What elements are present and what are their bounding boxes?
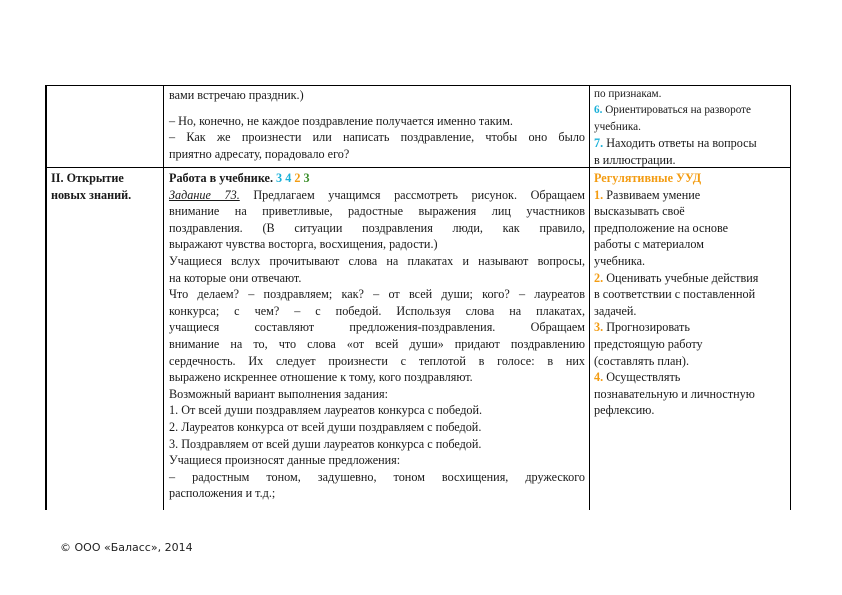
text-line: выражают чувства восторга, восхищения, радости.) <box>169 237 438 252</box>
list-item <box>594 187 788 204</box>
copyright-footer: © ООО «Баласс», 2014 <box>60 541 193 554</box>
text-line: в соответствии с поставленной <box>594 287 756 302</box>
text-line: расположения и т.д.; <box>169 486 276 501</box>
text-line: вами встречаю праздник.) <box>169 88 304 102</box>
text-line: 3. Поздравляем от всей души лауреатов конкурса с победой. <box>169 436 482 451</box>
item-text: Находить ответы на вопросы <box>603 136 757 151</box>
text-line: поздравления. (В ситуации поздравления люди, как правило, <box>169 220 585 235</box>
task-label: Задание 73. <box>169 187 240 202</box>
text-line: 1. От всей души поздравляем лауреатов конкурса с победой. <box>169 403 483 418</box>
text-run: Предлагаем учащимся рассмотреть рисунок. Обращаем <box>239 187 586 202</box>
row2-right-cell <box>594 170 788 419</box>
text-line: учебника. <box>594 120 641 133</box>
text-line: 2. Лауреатов конкурса от всей души поздравляем с победой. <box>169 419 482 434</box>
level-number: 3 <box>303 171 310 185</box>
text-line: Учащиеся вслух прочитывают слова на плакатах и называют вопросы, <box>169 253 585 268</box>
list-item <box>594 319 788 336</box>
row2-middle-cell <box>169 170 585 502</box>
uud-title: Регулятивные УУД <box>594 171 702 185</box>
item-text: Оценивать учебные действия <box>603 270 759 285</box>
level-number: 2 <box>294 171 301 185</box>
col-divider-1 <box>163 85 164 510</box>
text-line: приятно адресату, порадовало его? <box>169 146 350 161</box>
col-divider-2 <box>589 85 590 510</box>
text-line <box>169 187 585 204</box>
text-line: конкурса; с чем? – с победой. Используя слова на плакатах, <box>169 303 585 318</box>
stage-title: II. Открытие <box>51 171 124 185</box>
text-line: Учащиеся произносят данные предложения: <box>169 453 401 468</box>
list-item <box>594 369 788 386</box>
row1-middle-cell <box>169 87 585 162</box>
text-line: рефлексию. <box>594 403 655 418</box>
level-number: 3 <box>276 171 283 185</box>
text-line: на которые они отвечают. <box>169 270 302 285</box>
text-line: (составлять план). <box>594 353 690 368</box>
work-title: Работа в учебнике. <box>169 171 273 185</box>
work-heading <box>169 170 585 187</box>
text-line: предположение на основе <box>594 220 729 235</box>
item-number: 3. <box>594 320 604 335</box>
item-text: Ориентироваться на развороте <box>602 104 751 117</box>
text-line: задачей. <box>594 303 637 318</box>
item-text: Осуществлять <box>603 370 681 385</box>
item-number: 2. <box>594 270 604 285</box>
item-number: 4. <box>594 370 604 385</box>
text-line: по признакам. <box>594 88 662 100</box>
text-line: – радостным тоном, задушевно, тоном восхищения, дружеского <box>169 469 585 484</box>
text-line: работы с материалом <box>594 237 704 252</box>
item-number: 6. <box>594 104 603 117</box>
text-line: внимание на то, что слова «от всей души» придают поздравлению <box>169 336 585 351</box>
item-text: Прогнозировать <box>603 320 690 335</box>
text-line: Что делаем? – поздравляем; как? – от всей души; кого? – лауреатов <box>169 287 585 302</box>
row2-stage-cell <box>51 170 161 203</box>
text-line: познавательную и личностную <box>594 386 755 401</box>
stage-title: новых знаний. <box>51 187 132 202</box>
table-left-border <box>45 85 47 510</box>
text-line: учащиеся составляют предложения-поздравления. Обращаем <box>169 320 585 335</box>
text-line: – Но, конечно, не каждое поздравление получается именно таким. <box>169 113 513 128</box>
text-line: высказывать своё <box>594 204 685 219</box>
table-right-border <box>790 85 791 510</box>
list-item <box>594 135 788 152</box>
text-line: – Как же произнести или написать поздравление, чтобы оно было <box>169 130 585 145</box>
text-line: в иллюстрации. <box>594 152 676 167</box>
item-number: 7. <box>594 136 604 151</box>
text-line: предстоящую работу <box>594 336 703 351</box>
text-line: сердечность. Их следует произнести с теплотой в голосе: в них <box>169 353 585 368</box>
list-item <box>594 270 788 287</box>
text-line: выражено искреннее отношение к тому, кого поздравляют. <box>169 370 473 385</box>
item-text: Развиваем умение <box>603 187 701 202</box>
row1-right-cell <box>594 86 788 168</box>
text-line: Возможный вариант выполнения задания: <box>169 386 388 401</box>
text-line: учебника. <box>594 253 646 268</box>
text-line: внимание на приветливые, радостные выражения лиц участников <box>169 204 585 219</box>
item-number: 1. <box>594 187 604 202</box>
list-item <box>594 102 788 118</box>
level-number: 4 <box>285 171 292 185</box>
